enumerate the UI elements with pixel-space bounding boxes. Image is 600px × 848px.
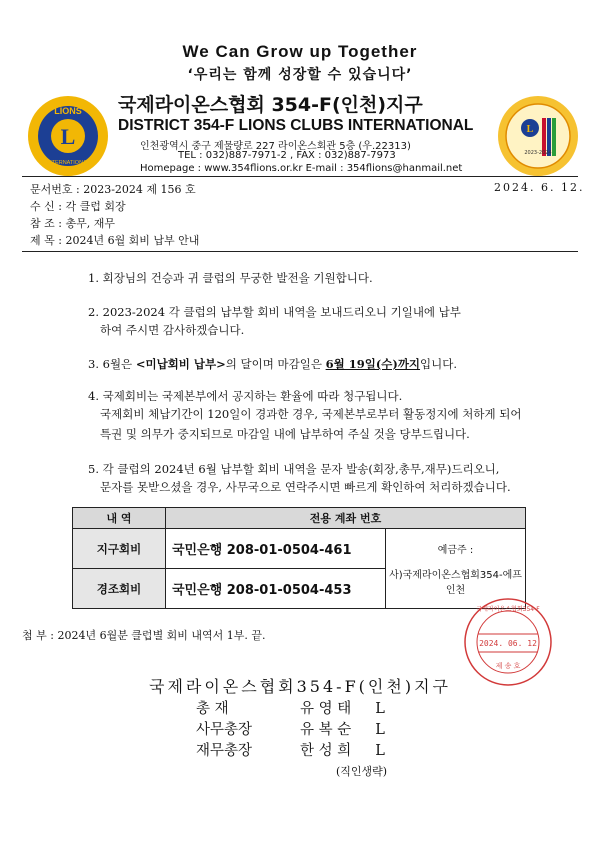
stamp-date: 2024. 06. 12 <box>479 639 537 648</box>
body-item-5: 5. 각 클럽의 2024년 6월 납부할 회비 내역을 문자 발송(회장,총무,재무)드리오니, <box>88 462 500 476</box>
seal-omitted-note: (직인생략) <box>336 765 388 778</box>
document-number: 문서번호 : 2023-2024 제 156 호 <box>30 183 196 196</box>
signatory-title: 재무총장 <box>196 743 253 759</box>
table-header-category: 내 역 <box>73 508 166 529</box>
signatory-name: 유 복 순 <box>299 722 352 738</box>
logo-international-text: INTERNATIONAL <box>46 160 90 166</box>
recipient: 수 신 : 각 클럽 회장 <box>30 200 126 213</box>
body-item-5-cont: 문자를 못받으셨을 경우, 사무국으로 연락주시면 빠르게 확인하여 처리하겠습니다. <box>100 480 511 494</box>
table-header-account: 전용 계좌 번호 <box>166 508 526 529</box>
item3-deadline: 6월 19일(수)까지 <box>325 357 421 371</box>
holder-label: 예금주 : <box>437 545 474 556</box>
signature-org: 국제라이온스협회354-F(인천)지구 <box>148 677 451 696</box>
signature-line <box>196 697 385 718</box>
logo-lions-text: LIONS <box>54 106 82 116</box>
subject: 제 목 : 2024년 6월 회비 납부 안내 <box>30 234 200 247</box>
svg-text:L: L <box>526 124 534 135</box>
body-item-4-cont: 국제회비 체납기간이 120일이 경과한 경우, 국제본부로부터 활동정지에 처하게 되어 <box>100 407 522 421</box>
signatory-name: 한 성 희 <box>299 743 352 759</box>
row-account: 국민은행 208-01-0504-453 <box>166 569 386 609</box>
stamp-bottom-text: 제 송 호 <box>495 662 521 670</box>
item3-emphasis: <미납회비 납부> <box>135 357 226 371</box>
item3-prefix: 3. 6월은 <box>88 357 136 371</box>
body-item-4-cont2: 특권 및 의무가 중지되므로 마감일 내에 납부하여 주실 것을 당부드립니다. <box>100 427 470 441</box>
table-row <box>73 529 526 569</box>
signature-line <box>196 718 385 739</box>
row-label: 경조회비 <box>73 569 166 609</box>
signatory-mark: L <box>375 701 385 717</box>
signatory-title: 사무총장 <box>196 722 253 738</box>
row-label: 지구회비 <box>73 529 166 569</box>
item3-suffix: 입니다. <box>420 357 458 371</box>
holder-name: 사)국제라이온스협회354-에프인천 <box>389 570 522 596</box>
body-item-2: 2. 2023-2024 각 클럽의 납부할 회비 내역을 보내드리오니 기일내에 납부 <box>88 305 461 319</box>
attachment-line: 첨 부 : 2024년 6월분 클럽별 회비 내역서 1부. 끝. <box>22 629 266 642</box>
reference: 참 조 : 총무, 재무 <box>30 217 115 230</box>
svg-text:L: L <box>60 124 76 149</box>
signatory-name: 유 영 태 <box>299 701 352 717</box>
body-item-1: 1. 회장님의 건승과 귀 클럽의 무궁한 발전을 기원합니다. <box>88 271 373 285</box>
row-account: 국민은행 208-01-0504-461 <box>166 529 386 569</box>
lions-logo-left <box>26 94 110 178</box>
address-line: 인천광역시 중구 제물량로 227 라이온스회관 5층 (우.22313) <box>140 141 411 152</box>
signatory-mark: L <box>375 743 385 759</box>
slogan-english: We Can Grow up Together <box>182 42 418 61</box>
district-emblem-right <box>496 94 580 178</box>
item3-middle: 의 달이며 마감일은 <box>225 357 326 371</box>
web-email-line: Homepage : www.354flions.or.kr E-mail : 354flions@hanmail.net <box>140 163 463 174</box>
signatory-mark: L <box>375 722 385 738</box>
org-name-english: DISTRICT 354-F LIONS CLUBS INTERNATIONAL <box>118 117 474 134</box>
emblem-year-text: 2023-2024 <box>524 150 552 156</box>
org-name-korean: 국제라이온스협회 354-F(인천)지구 <box>118 94 423 116</box>
body-item-3 <box>88 354 568 374</box>
signatory-title: 총 재 <box>196 701 229 717</box>
body-item-4: 4. 국제회비는 국제본부에서 공지하는 환율에 따라 청구됩니다. <box>88 389 403 403</box>
divider <box>22 176 578 177</box>
account-table <box>72 507 526 609</box>
signature-line <box>196 739 385 760</box>
tel-fax-line: TEL : 032)887-7971-2 , FAX : 032)887-7973 <box>178 150 396 161</box>
document-date: 2024. 6. 12. <box>494 181 585 194</box>
divider <box>22 251 578 252</box>
stamp-top-text: 국제라이온스협회354-F <box>476 606 540 613</box>
slogan-korean: ‘우리는 함께 성장할 수 있습니다’ <box>187 67 413 83</box>
body-item-2-cont: 하여 주시면 감사하겠습니다. <box>100 323 245 337</box>
